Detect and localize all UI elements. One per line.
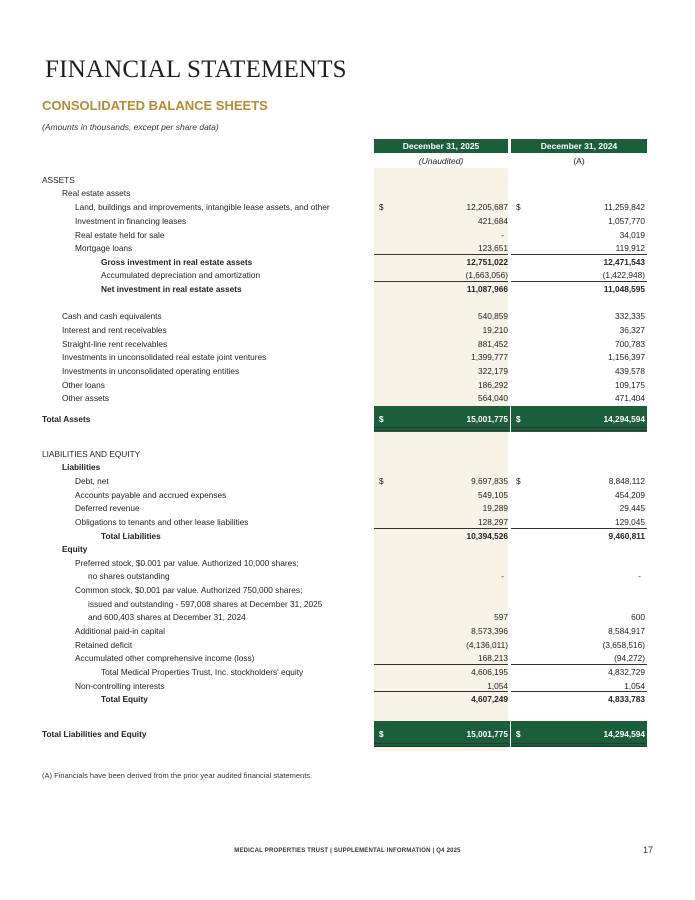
- value-2025: 11,087,966: [466, 284, 508, 294]
- value-2024: 14,294,594: [603, 729, 645, 739]
- value-2024: 8,848,112: [608, 476, 645, 486]
- value-2024: 109,175: [615, 380, 645, 390]
- row-label: Other assets: [62, 393, 110, 403]
- row-label: Obligations to tenants and other lease liabilities: [75, 517, 249, 527]
- page-footer: MEDICAL PROPERTIES TRUST | SUPPLEMENTAL INFORMATION | Q4 2025: [234, 848, 461, 854]
- currency-symbol: $: [516, 476, 521, 486]
- value-2025: -: [501, 571, 504, 581]
- row-label: Accounts payable and accrued expenses: [75, 490, 227, 500]
- row-label: Equity: [62, 544, 88, 554]
- value-2024: -: [638, 571, 641, 581]
- value-2025: 421,684: [478, 216, 508, 226]
- row-label: Accumulated depreciation and amortization: [101, 270, 261, 280]
- row-label: Accumulated other comprehensive income (loss): [75, 653, 255, 663]
- double-rule-total-assets: [511, 427, 647, 431]
- value-2025: 15,001,775: [466, 414, 508, 424]
- rule-gross: [511, 254, 647, 255]
- row-label: Investment in financing leases: [75, 216, 187, 226]
- row-label: Other loans: [62, 380, 105, 390]
- value-2024: 439,578: [615, 366, 645, 376]
- currency-symbol: $: [379, 202, 384, 212]
- row-label: no shares outstanding: [88, 571, 170, 581]
- value-2025: 322,179: [478, 366, 508, 376]
- value-2024: 600: [631, 612, 645, 622]
- value-2024: (3,658,516): [602, 640, 645, 650]
- column-header-2025: December 31, 2025: [374, 139, 508, 153]
- row-label: Common stock, $0.001 par value. Authorized 750,000 shares;: [75, 585, 303, 595]
- value-2025: 4,606,195: [471, 667, 508, 677]
- row-label: issued and outstanding - 597,008 shares at December 31, 2025: [88, 599, 323, 609]
- rule-net: [511, 281, 647, 282]
- row-label: Real estate assets: [62, 188, 131, 198]
- row-label: Preferred stock, $0.001 par value. Authorized 10,000 shares;: [75, 558, 299, 568]
- value-2024: 454,209: [615, 490, 645, 500]
- currency-symbol: $: [379, 729, 384, 739]
- currency-symbol: $: [516, 202, 521, 212]
- value-2025: 12,751,022: [466, 257, 508, 267]
- value-2025: 881,452: [478, 339, 508, 349]
- value-2024: 11,259,842: [604, 202, 645, 212]
- value-2025: 1,054: [487, 681, 508, 691]
- value-2024: 1,156,397: [608, 352, 645, 362]
- row-label: Non-controlling interests: [75, 681, 165, 691]
- column-subheader-2024: (A): [573, 156, 585, 166]
- value-2025: 123,651: [478, 243, 508, 253]
- value-2025: 19,289: [482, 503, 508, 513]
- value-2024: 332,335: [615, 311, 645, 321]
- currency-symbol: $: [379, 414, 384, 424]
- value-2024: 700,783: [615, 339, 645, 349]
- row-label: Interest and rent receivables: [62, 325, 167, 335]
- row-label: Total Equity: [101, 694, 148, 704]
- row-label: and 600,403 shares at December 31, 2024: [88, 612, 246, 622]
- value-2024: 12,471,543: [603, 257, 645, 267]
- value-2024: 9,460,811: [608, 531, 645, 541]
- column-header-2024: December 31, 2024: [511, 139, 647, 153]
- value-2025: 10,394,526: [466, 531, 508, 541]
- row-label: ASSETS: [42, 175, 75, 185]
- footnote: (A) Financials have been derived from the prior year audited financial statements.: [42, 771, 313, 780]
- value-2025: 9,697,835: [471, 476, 508, 486]
- value-2025: 19,210: [482, 325, 508, 335]
- rule-stockholders-equity: [511, 664, 647, 665]
- row-label: Straight-line rent receivables: [62, 339, 168, 349]
- rule-gross: [374, 254, 508, 255]
- page-number: 17: [642, 845, 653, 855]
- value-2025: 564,040: [478, 393, 508, 403]
- row-label: Mortgage loans: [75, 243, 133, 253]
- rule-total-liabilities: [374, 528, 508, 529]
- value-2024: 1,057,770: [608, 216, 645, 226]
- value-2025: 4,607,249: [471, 694, 508, 704]
- row-label: Cash and cash equivalents: [62, 311, 162, 321]
- value-2025: 186,292: [478, 380, 508, 390]
- column-subheader-2025: (Unaudited): [418, 156, 464, 166]
- row-label: Total Liabilities: [101, 531, 161, 541]
- value-2025: 8,573,396: [471, 626, 508, 636]
- rule-total-equity: [374, 691, 508, 692]
- double-rule-total-liabilities-equity: [374, 743, 508, 747]
- value-2025: 1,399,777: [471, 352, 508, 362]
- value-2024: 34,019: [619, 230, 645, 240]
- row-label: Deferred revenue: [75, 503, 140, 513]
- row-label: Investments in unconsolidated real estate joint ventures: [62, 352, 267, 362]
- row-label: Gross investment in real estate assets: [101, 257, 253, 267]
- double-rule-total-assets: [374, 427, 508, 431]
- value-2025: 15,001,775: [466, 729, 508, 739]
- value-2025: 168,213: [478, 653, 508, 663]
- row-label: LIABILITIES AND EQUITY: [42, 449, 141, 459]
- value-2025: (4,136,011): [466, 640, 508, 650]
- row-label: Real estate held for sale: [75, 230, 165, 240]
- row-label: Retained deficit: [75, 640, 133, 650]
- row-label: Total Liabilities and Equity: [42, 729, 147, 739]
- currency-symbol: $: [516, 414, 521, 424]
- value-2024: 8,584,917: [608, 626, 645, 636]
- value-2025: 12,205,687: [466, 202, 508, 212]
- row-label: Additional paid-in capital: [75, 626, 165, 636]
- rule-net: [374, 281, 508, 282]
- value-2024: 36,327: [619, 325, 645, 335]
- value-2024: 11,048,595: [603, 284, 645, 294]
- row-label: Land, buildings and improvements, intangible lease assets, and other: [75, 202, 330, 212]
- double-rule-total-liabilities-equity: [511, 743, 647, 747]
- value-2025: 597: [494, 612, 508, 622]
- value-2024: (94,272): [614, 653, 645, 663]
- value-2024: 471,404: [615, 393, 645, 403]
- value-2024: 14,294,594: [603, 414, 645, 424]
- value-2024: 4,833,783: [608, 694, 645, 704]
- rule-total-equity: [511, 691, 647, 692]
- row-label: Investments in unconsolidated operating entities: [62, 366, 240, 376]
- currency-symbol: $: [516, 729, 521, 739]
- value-2024: 1,054: [624, 681, 645, 691]
- value-2024: 119,912: [615, 243, 645, 253]
- row-label: Liabilities: [62, 462, 101, 472]
- value-2025: (1,663,056): [465, 270, 508, 280]
- page-title: FINANCIAL STATEMENTS: [45, 56, 347, 83]
- statement-subtitle: CONSOLIDATED BALANCE SHEETS: [42, 98, 268, 113]
- amounts-note: (Amounts in thousands, except per share data): [42, 122, 219, 132]
- value-2024: 129,045: [615, 517, 645, 527]
- value-2024: (1,422,948): [602, 270, 645, 280]
- row-label: Total Assets: [42, 414, 91, 424]
- rule-total-liabilities: [511, 528, 647, 529]
- value-2025: -: [501, 230, 504, 240]
- row-label: Net investment in real estate assets: [101, 284, 242, 294]
- value-2025: 540,859: [478, 311, 508, 321]
- currency-symbol: $: [379, 476, 384, 486]
- row-label: Total Medical Properties Trust, Inc. stockholders' equity: [101, 667, 304, 677]
- value-2024: 4,832,729: [608, 667, 645, 677]
- row-label: Debt, net: [75, 476, 109, 486]
- rule-stockholders-equity: [374, 664, 508, 665]
- value-2025: 549,105: [478, 490, 508, 500]
- value-2025: 128,297: [478, 517, 508, 527]
- value-2024: 29,445: [619, 503, 645, 513]
